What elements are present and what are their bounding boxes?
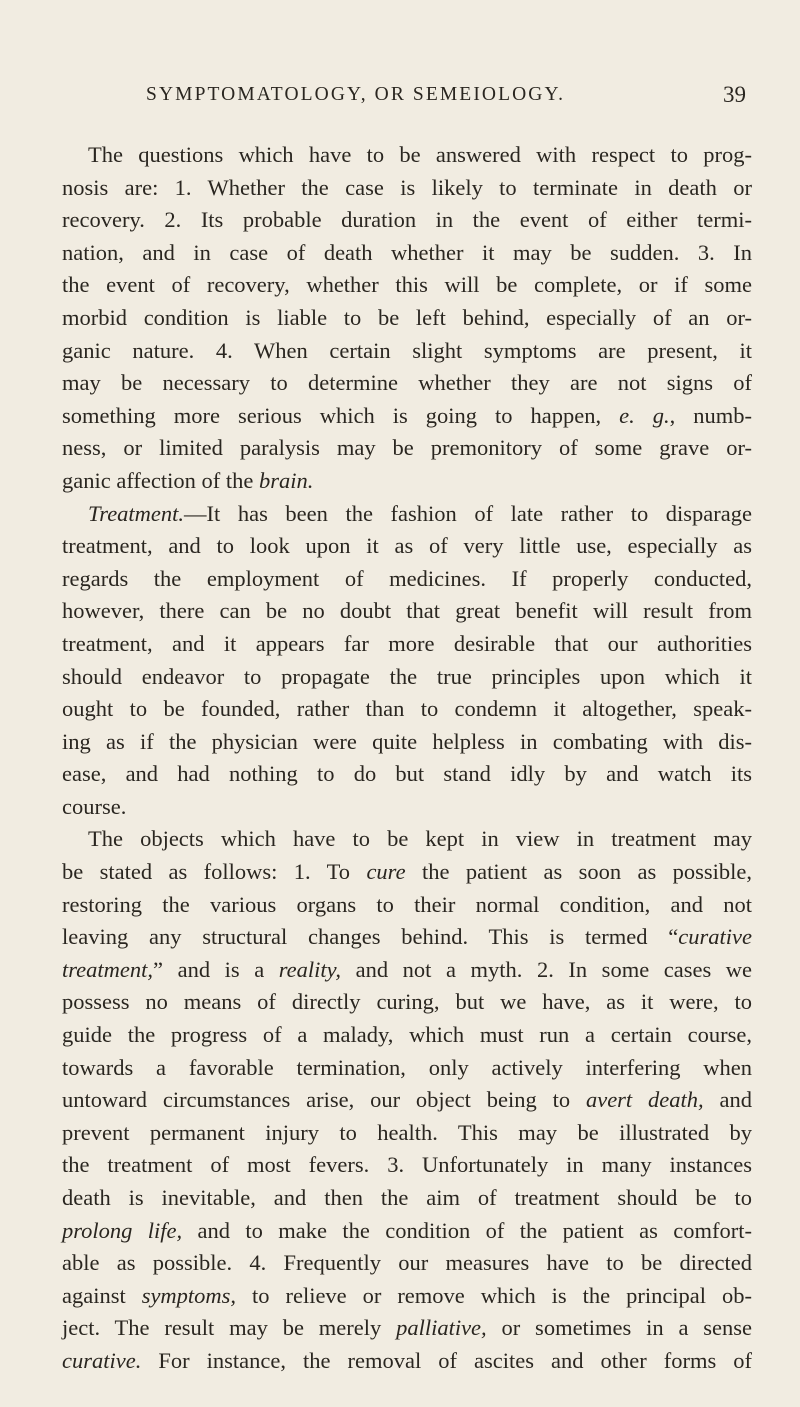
text-line — [62, 139, 752, 172]
text-segment: treatment, and it appears far more desirable that our authorities — [62, 630, 752, 656]
text-segment: ” and is a — [153, 956, 279, 982]
text-line — [62, 1052, 752, 1085]
italic-text: brain. — [259, 467, 314, 493]
text-segment: and not a myth. 2. In some cases we — [341, 956, 753, 982]
text-line — [62, 172, 752, 205]
text-line — [62, 1019, 752, 1052]
text-line — [62, 791, 752, 824]
text-line — [62, 986, 752, 1019]
text-line — [62, 758, 752, 791]
text-segment: regards the employment of medicines. If properly conducted, — [62, 565, 752, 591]
page-number: 39 — [723, 82, 746, 107]
text-segment: and — [703, 1087, 752, 1113]
text-segment: ing as if the physician were quite helpless in combating with dis- — [62, 728, 752, 754]
text-segment: nation, and in case of death whether it may be sudden. 3. In — [62, 239, 752, 265]
text-segment: possess no means of directly curing, but we have, as it were, to — [62, 989, 752, 1015]
text-segment: treatment, and to look upon it as of very little use, especially as — [62, 533, 752, 559]
text-line — [62, 563, 752, 596]
italic-text: prolong life, — [62, 1217, 183, 1243]
text-line — [62, 237, 752, 270]
text-segment: untoward circumstances arise, our object being to — [62, 1087, 586, 1113]
text-segment: The objects which have to be kept in view in treatment may — [88, 826, 752, 852]
italic-text: cure — [366, 859, 406, 885]
text-segment: death is inevitable, and then the aim of treatment should be to — [62, 1185, 752, 1210]
text-segment: ease, and had nothing to do but stand idly by and watch its — [62, 761, 752, 787]
italic-text: avert death, — [585, 1087, 704, 1113]
text-line — [62, 530, 752, 563]
text-line — [62, 498, 752, 531]
text-segment: the event of recovery, whether this will be complete, or if some — [62, 272, 752, 298]
text-segment: the treatment of most fevers. 3. Unfortunately in many instances — [62, 1152, 752, 1178]
text-segment: —It has been the fashion of late rather to disparage — [184, 500, 752, 526]
text-line — [62, 400, 752, 433]
text-line — [62, 1149, 752, 1182]
text-segment: ganic nature. 4. When certain slight symptoms are present, it — [62, 337, 752, 363]
text-segment: against — [62, 1282, 142, 1308]
text-line — [62, 1182, 752, 1215]
text-segment: restoring the various organs to their normal condition, and not — [62, 891, 752, 917]
italic-text: treatment, — [62, 956, 154, 982]
text-line — [62, 204, 752, 237]
running-title: SYMPTOMATOLOGY, OR SEMEIOLOGY. — [146, 84, 566, 105]
text-line — [62, 823, 752, 856]
text-line — [62, 921, 752, 954]
text-segment: able as possible. 4. Frequently our measures have to be directed — [62, 1250, 752, 1276]
text-line — [62, 628, 752, 661]
text-segment: The questions which have to be answered with respect to prog- — [88, 142, 752, 167]
italic-text: e. g. — [619, 402, 670, 428]
text-line — [62, 1345, 752, 1378]
text-segment: For instance, the removal of ascites and other forms of — [141, 1347, 752, 1373]
text-segment: morbid condition is liable to be left behind, especially of an or- — [62, 304, 752, 330]
text-segment: however, there can be no doubt that great benefit will result from — [62, 598, 752, 624]
body-text — [62, 139, 752, 1378]
italic-text: Treatment. — [88, 500, 185, 526]
text-segment: the patient as soon as possible, — [405, 859, 752, 885]
text-line — [62, 367, 752, 400]
text-line — [62, 1280, 752, 1313]
text-segment: prevent permanent injury to health. This may be illustrated by — [62, 1119, 752, 1145]
text-segment: ganic affection of the — [62, 467, 259, 493]
text-segment: be stated as follows: 1. To — [62, 859, 367, 885]
italic-text: curative — [678, 924, 752, 950]
text-line — [62, 954, 752, 987]
text-segment: ness, or limited paralysis may be premonitory of some grave or- — [62, 435, 752, 461]
text-line — [62, 1312, 752, 1345]
text-segment: guide the progress of a malady, which must run a certain course, — [62, 1022, 752, 1048]
text-line — [62, 1117, 752, 1150]
text-line — [62, 335, 752, 368]
text-line — [62, 661, 752, 694]
text-line — [62, 889, 752, 922]
text-segment: leaving any structural changes behind. This is termed “ — [62, 924, 679, 950]
italic-text: curative. — [62, 1347, 142, 1373]
text-line — [62, 432, 752, 465]
text-segment: ought to be founded, rather than to condemn it altogether, speak- — [62, 696, 752, 722]
text-line — [62, 302, 752, 335]
text-segment: something more serious which is going to happen, — [62, 402, 620, 428]
text-line — [62, 726, 752, 759]
italic-text: reality, — [278, 956, 342, 982]
text-segment: and to make the condition of the patient as comfort- — [182, 1217, 753, 1243]
text-segment: to relieve or remove which is the principal ob- — [236, 1282, 752, 1308]
text-line — [62, 1084, 752, 1117]
text-segment: towards a favorable termination, only actively interfering when — [62, 1054, 752, 1080]
text-line — [62, 1247, 752, 1280]
text-segment: may be necessary to determine whether they are not signs of — [62, 370, 752, 396]
text-line — [62, 465, 752, 498]
text-line — [62, 269, 752, 302]
text-segment: recovery. 2. Its probable duration in the event of either termi- — [62, 207, 752, 233]
text-line — [62, 693, 752, 726]
text-segment: should endeavor to propagate the true principles upon which it — [62, 663, 752, 689]
text-line — [62, 595, 752, 628]
text-segment: , numb- — [669, 402, 752, 428]
text-line — [62, 1215, 752, 1248]
italic-text: palliative, — [396, 1315, 487, 1341]
text-segment: course. — [62, 793, 127, 819]
text-segment: nosis are: 1. Whether the case is likely to terminate in death or — [62, 174, 752, 200]
italic-text: symptoms, — [141, 1282, 237, 1308]
running-head — [88, 84, 760, 114]
text-line — [62, 856, 752, 889]
text-segment: or sometimes in a sense — [486, 1315, 752, 1341]
text-segment: ject. The result may be merely — [62, 1315, 397, 1341]
